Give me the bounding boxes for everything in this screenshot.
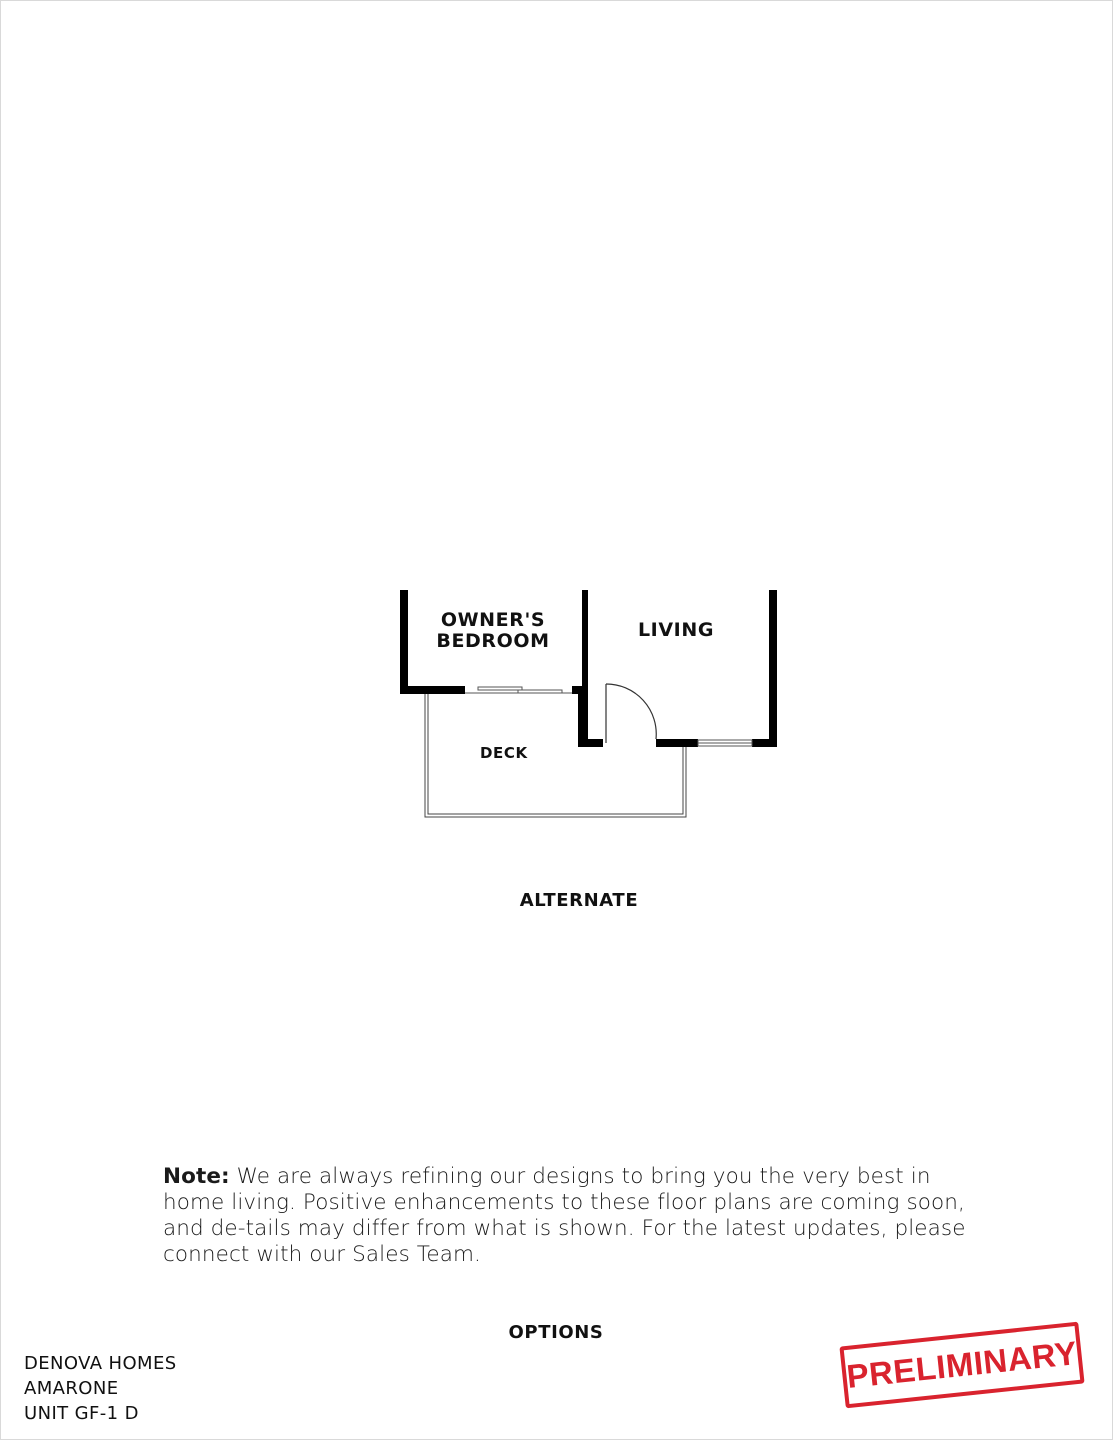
preliminary-stamp: PRELIMINARY	[839, 1322, 1084, 1409]
note-label: Note:	[163, 1164, 230, 1189]
living-bottom-wall-mid	[656, 739, 698, 747]
room-label-owners-bedroom	[434, 610, 552, 652]
floor-plan	[380, 580, 800, 830]
room-label-living: LIVING	[637, 619, 715, 641]
sliding-door	[465, 687, 572, 693]
swing-door	[606, 684, 656, 743]
bedroom-left-wall	[400, 590, 408, 694]
plan-caption-alternate: ALTERNATE	[519, 890, 639, 911]
note-text: We are always refining our designs to bring you the very best in home living. Positive enhancements to these floor plans are coming soon, and de-tails may differ from what is shown. For the latest updates, please connect with our Sales Team.	[163, 1164, 966, 1267]
section-label-options: OPTIONS	[508, 1322, 604, 1343]
deck-outline	[425, 690, 686, 817]
room-label-owners-bedroom-line2: BEDROOM	[436, 630, 550, 652]
living-window	[698, 740, 752, 746]
room-label-deck: DECK	[480, 744, 528, 762]
community-name: AMARONE	[24, 1378, 119, 1399]
living-right-wall	[769, 590, 777, 747]
room-label-owners-bedroom-line1: OWNER'S	[440, 609, 546, 631]
disclaimer-note	[163, 1164, 993, 1268]
unit-name: UNIT GF-1 D	[24, 1403, 139, 1424]
living-bottom-wall-left	[578, 739, 603, 747]
dividing-wall-base	[578, 686, 588, 747]
bedroom-bottom-wall	[400, 686, 465, 694]
project-info	[24, 1351, 177, 1426]
builder-name: DENOVA HOMES	[24, 1353, 177, 1374]
